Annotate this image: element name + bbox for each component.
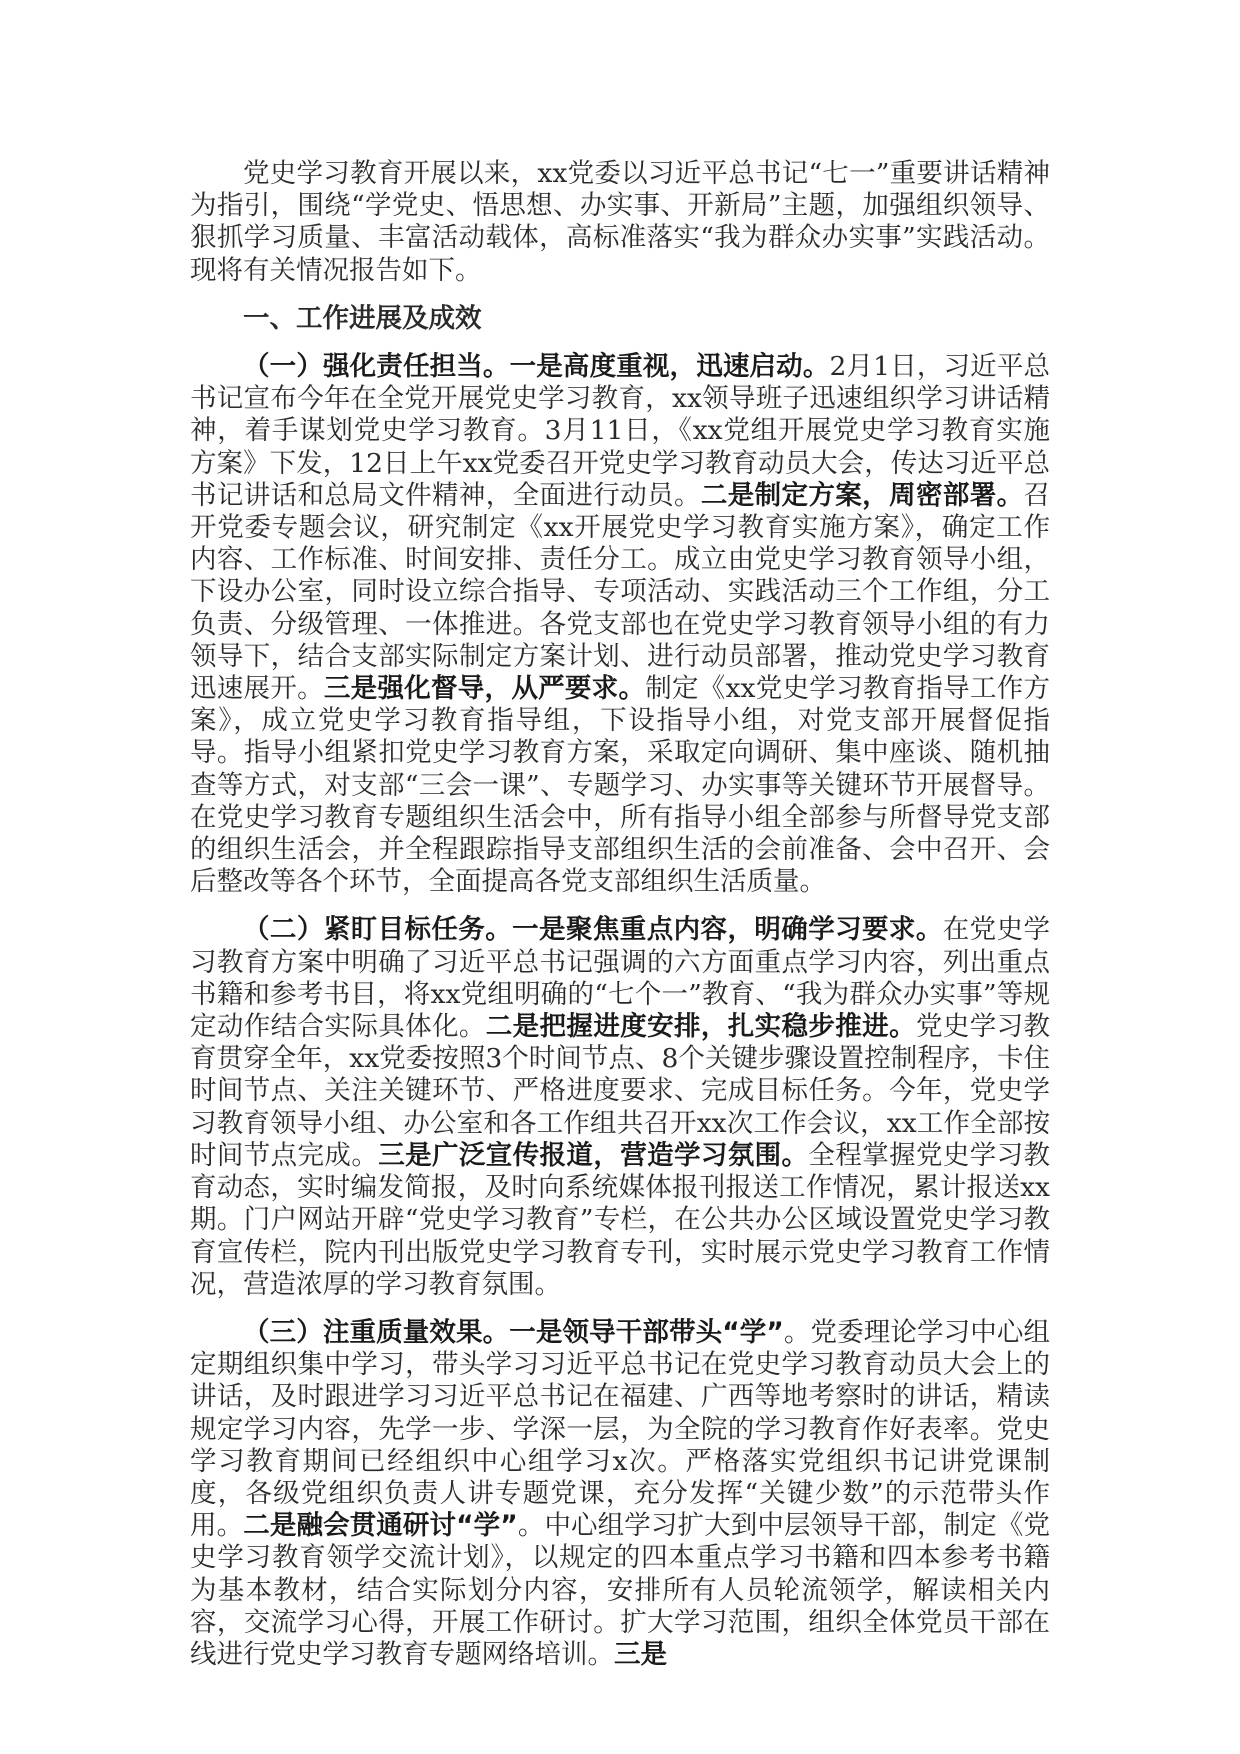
bold-lead: 二是制定方案，周密部署。 <box>700 479 1024 511</box>
bold-lead: （一）强化责任担当。一是高度重视，迅速启动。 <box>243 351 830 383</box>
body-text: 。党委理论学习中心组定期组织集中学习，带头学习习近平总书记在党史学习教育动员大会上的讲话，及时跟进学习习近平总书记在福建、广西等地考察时的讲话，精读规定学习内容，先学一步、学深一层，为全院的学习教育作好表率。党史学习教育期间已经组织中心组学习x次。严格落实党组织书记讲党课制度，各级党组织负责人讲专题党课，充分发挥“关键少数”的示范带头作用。 <box>190 1316 1050 1542</box>
body-text: 党史学习教育贯穿全年，xx党委按照3个时间节点、8个关键步骤设置控制程序，卡住时间节点、关注关键环节、严格进度要求、完成目标任务。今年，党史学习教育领导小组、办公室和各工作组共召开xx次工作会议，xx工作全部按时间节点完成。 <box>190 1011 1051 1171</box>
bold-lead: 三是 <box>614 1638 667 1670</box>
bold-lead: 三是强化督导，从严要求。 <box>323 673 646 705</box>
section-heading: 一、工作进展及成效 <box>243 302 482 334</box>
body-text: 。中心组学习扩大到中层领导干部，制定《党史学习教育领学交流计划》，以规定的四本重点学习书籍和四本参考书籍为基本教材，结合实际划分内容，安排所有人员轮流领学，解读相关内容，交流学习心得，开展工作研讨。扩大学习范围，组织全体党员干部在线进行党史学习教育专题网络培训。 <box>190 1510 1051 1670</box>
bold-lead: 二是把握进度安排，扎实稳步推进。 <box>485 1011 916 1043</box>
paragraph-quality <box>190 1317 1050 1671</box>
bold-lead: 二是融会贯通研讨“学” <box>243 1510 518 1542</box>
bold-lead: （三）注重质量效果。一是领导干部带头“学” <box>243 1316 784 1348</box>
bold-lead: 三是广泛宣传报道，营造学习氛围。 <box>378 1139 809 1171</box>
paragraph-responsibility <box>190 351 1050 898</box>
body-text: 召开党委专题会议，研究制定《xx开展党史学习教育实施方案》，确定工作内容、工作标准、时间安排、责任分工。成立由党史学习教育领导小组，下设办公室，同时设立综合指导、专项活动、实践活动三个工作组，分工负责、分级管理、一体推进。各党支部也在党史学习教育领导小组的有力领导下，结合支部实际制定方案计划、进行动员部署，推动党史学习教育迅速展开。 <box>190 479 1051 705</box>
body-text: 在党史学习教育方案中明确了习近平总书记强调的六方面重点学习内容，列出重点书籍和参考书目，将xx党组明确的“七个一”教育、“我为群众办实事”等规定动作结合实际具体化。 <box>190 914 1051 1043</box>
body-text: 2月1日，习近平总书记宣布今年在全党开展党史学习教育，xx领导班子迅速组织学习讲话精神，着手谋划党史学习教育。3月11日，《xx党组开展党史学习教育实施方案》下发，12日上午xx党委召开党史学习教育动员大会，传达习近平总书记讲话和总局文件精神，全面进行动员。 <box>190 351 1050 511</box>
body-text: 制定《xx党史学习教育指导工作方案》，成立党史学习教育指导组，下设指导小组，对党支部开展督促指导。指导小组紧扣党史学习教育方案，采取定向调研、集中座谈、随机抽查等方式，对支部“三会一课”、专题学习、办实事等关键环节开展督导。在党史学习教育专题组织生活会中，所有指导小组全部参与所督导党支部的组织生活会，并全程跟踪指导支部组织生活的会前准备、会中召开、会后整改等各个环节，全面提高各党支部组织生活质量。 <box>190 673 1051 898</box>
document-page <box>190 158 1050 1687</box>
bold-lead: （二）紧盯目标任务。一是聚焦重点内容，明确学习要求。 <box>243 914 943 946</box>
intro-paragraph: 党史学习教育开展以来，xx党委以习近平总书记“七一”重要讲话精神为指引，围绕“学党史、悟思想、办实事、开新局”主题，加强组织领导、狠抓学习质量、丰富活动载体，高标准落实“我为群众办实事”实践活动。现将有关情况报告如下。 <box>190 158 1050 286</box>
body-text: 全程掌握党史学习教育动态，实时编发简报，及时向系统媒体报刊报送工作情况，累计报送xx期。门户网站开辟“党史学习教育”专栏，在公共办公区域设置党史学习教育宣传栏，院内刊出版党史学习教育专刊，实时展示党史学习教育工作情况，营造浓厚的学习教育氛围。 <box>190 1139 1051 1300</box>
paragraph-targets <box>190 914 1050 1300</box>
